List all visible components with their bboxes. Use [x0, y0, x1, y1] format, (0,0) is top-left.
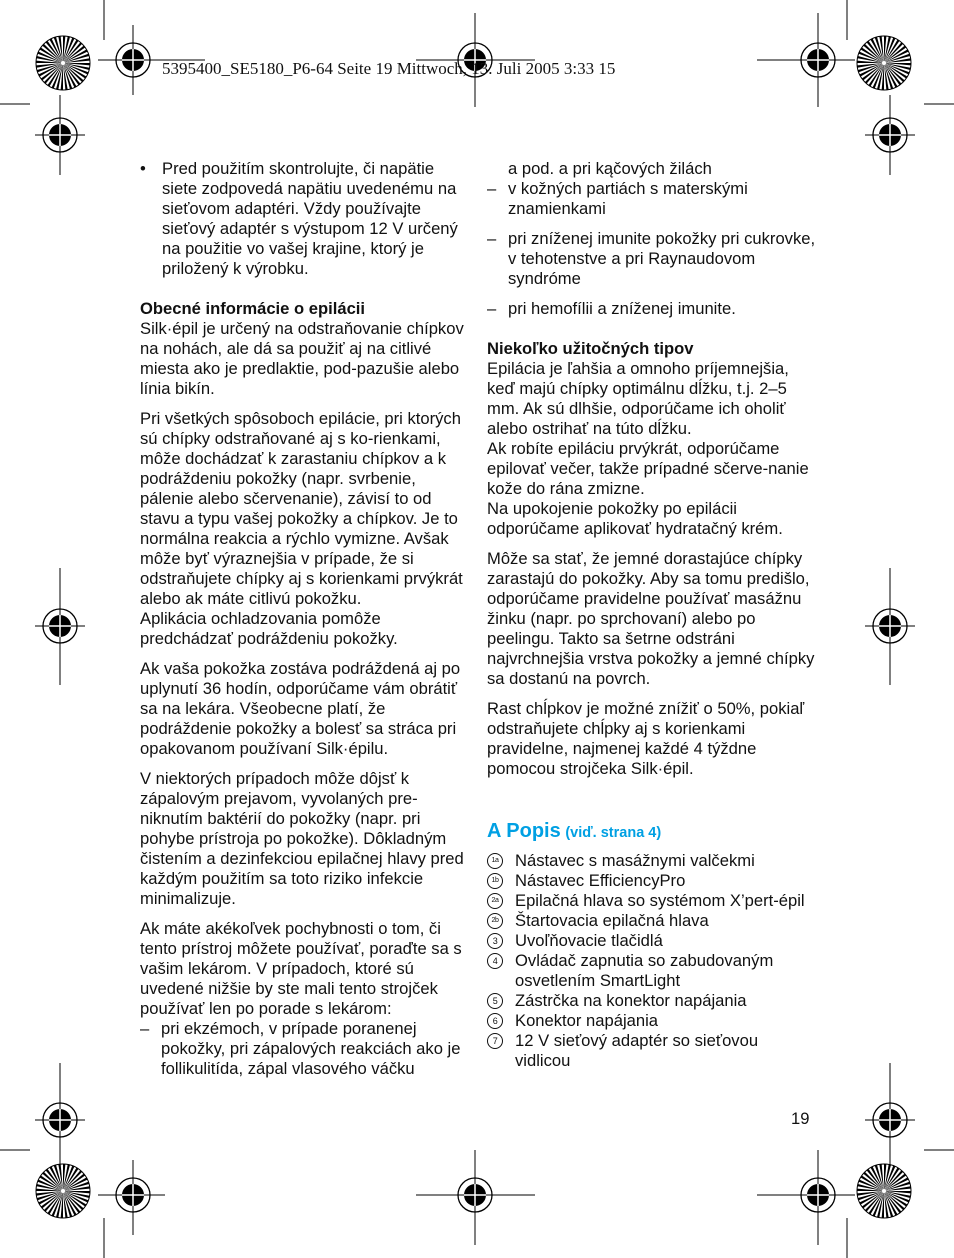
- dash-marker: –: [487, 229, 497, 248]
- part-number-badge: 7: [487, 1033, 503, 1049]
- part-item: [487, 991, 817, 1011]
- dash-marker: –: [487, 299, 497, 318]
- general-info-block: [140, 299, 465, 399]
- dash-item: [487, 229, 817, 289]
- dash-item-text: pri ekzémoch, v prípade poranenej pokožky, pri zápalových reakciách ako je follikulitída, zápal vlasového váčku: [161, 1019, 461, 1078]
- general-info-heading: Obecné informácie o epilácii: [140, 299, 366, 318]
- part-number-badge: 6: [487, 1013, 503, 1029]
- starburst-icon: [857, 1164, 911, 1218]
- dash-item-text: v kožných partiách s materskými znamienkami: [508, 179, 748, 218]
- part-label: Štartovacia epilačná hlava: [515, 911, 709, 930]
- part-label: Konektor napájania: [515, 1011, 658, 1030]
- part-label: Nástavec EfficiencyPro: [515, 871, 686, 890]
- part-number-badge: 5: [487, 993, 503, 1009]
- left-column: [140, 159, 465, 1089]
- dash-item: [140, 1019, 465, 1079]
- ingrowing-block: [140, 409, 465, 649]
- part-label: Uvoľňovacie tlačidlá: [515, 931, 663, 950]
- right-column: [487, 159, 817, 1071]
- part-item: [487, 911, 817, 931]
- ingrowing-paragraph: Pri všetkých spôsoboch epilácie, pri ktorých sú chípky odstraňované aj s ko-rienkami, môže dochádzať k zarastaniu chípkov a k podráždeniu pokožky (napr. svrbenie, pálenie alebo sčervenanie), závisí to od stavu a typu vašej pokožky a chípkov. Je to normálna reakcia a rýchlo vymizne. Avšak môže byť výraznejšia v prípade, že si odstraňujete chípky aj s korienkami prvýkrát alebo ak máte citlivú pokožku.: [140, 409, 463, 608]
- section-title-main: A Popis: [487, 820, 561, 842]
- ingrown-hairs-paragraph: Môže sa stať, že jemné dorastajúce chípky zarastajú do pokožky. Aby sa tomu predišlo, odporúčame pravidelne používať masážnu žinku (napr. po sprchovaní) alebo po peelingu. Takto sa šetrne odstráni najvrchnejšia vrstva pokožky a jemné chípky sa dostanú na povrch.: [487, 549, 815, 688]
- part-item: [487, 891, 817, 911]
- bullet-marker: •: [140, 159, 146, 178]
- tips-heading: Niekoľko užitočných tipov: [487, 339, 694, 358]
- starburst-icon: [36, 1164, 90, 1218]
- cooling-paragraph: Aplikácia ochladzovania pomôže predchádzať podráždeniu pokožky.: [140, 609, 398, 648]
- doubts-paragraph: Ak máte akékoľvek pochybnosti o tom, či tento prístroj môžete používať, poraďte sa s vašim lekárom. V prípadoch, ktoré sú uvedené nižšie by ste mali tento strojček používať len po porade s lekárom:: [140, 919, 462, 1018]
- regrowth-paragraph: Rast chĺpkov je možné znížiť o 50%, pokiaľ odstraňujete chĺpky aj s korienkami pravidelne, najmenej každé 4 týždne pomocou strojčeka Silk·épil.: [487, 699, 805, 778]
- part-label: Zástrčka na konektor napájania: [515, 991, 747, 1010]
- part-label: 12 V sieťový adaptér so sieťovou vidlicou: [515, 1031, 759, 1070]
- part-item: [487, 1031, 817, 1071]
- dash-item: [487, 179, 817, 219]
- dash-item-text: pri zníženej imunite pokožky pri cukrovke, v tehotenstve a pri Raynaudovom syndróme: [508, 229, 816, 288]
- tips-length-text: Epilácia je ľahšia a omnoho príjemnejšia, keď majú chípky optimálnu dĺžku, t.j. 2–5 mm. Ak sú dlhšie, odporúčame ich oholiť alebo ostrihať na túto dĺžku.: [487, 359, 789, 438]
- part-number-badge: 2b: [487, 913, 503, 929]
- part-number-badge: 1b: [487, 873, 503, 889]
- part-number-badge: 4: [487, 953, 503, 969]
- starburst-icon: [857, 36, 911, 90]
- part-item: [487, 931, 817, 951]
- part-item: [487, 1011, 817, 1031]
- section-title-reference: (viď. strana 4): [565, 825, 662, 841]
- part-label: Nástavec s masážnymi valčekmi: [515, 851, 755, 870]
- part-item: [487, 851, 817, 871]
- inflammation-paragraph: V niektorých prípadoch môže dôjsť k zápalovým prejavom, vyvolaných pre-niknutím baktérií do pokožky (napr. pri pohybe prístroja po pokožke). Dôkladným čistením a dezinfekciou epilačnej hlavy pred každým použitím sa toto riziko infekcie minimalizuje.: [140, 769, 464, 908]
- section-title: [487, 819, 817, 845]
- tips-cream-text: Na upokojenie pokožky po epilácii odporúčame aplikovať hydratačný krém.: [487, 499, 783, 538]
- general-info-paragraph: Silk·épil je určený na odstraňovanie chípkov na nohách, ale dá sa použiť aj na citlivé miesta ako je predlaktie, pod-pazušie alebo línia bikín.: [140, 319, 464, 398]
- part-number-badge: 2a: [487, 893, 503, 909]
- part-label: Ovládač zapnutia so zabudovaným osvetlením SmartLight: [515, 951, 774, 990]
- tips-evening-text: Ak robíte epiláciu prvýkrát, odporúčame epilovať večer, takže prípadné sčerve-nanie kože do rána zmizne.: [487, 439, 809, 498]
- print-slug-line: 5395400_SE5180_P6-64 Seite 19 Mittwoch, 13. Juli 2005 3:33 15: [162, 59, 616, 78]
- part-description-list: [487, 851, 817, 1071]
- starburst-icon: [36, 36, 90, 90]
- dash-marker: –: [140, 1019, 150, 1038]
- voltage-bullet: [140, 159, 465, 279]
- voltage-bullet-text: Pred použitím skontrolujte, či napätie siete zodpovedá napätiu uvedenému na sieťovom adaptéri. Vždy používajte sieťový adaptér s výstupom 12 V určený na použitie vo vašej krajine, ktorý je priložený k výrobku.: [162, 159, 458, 278]
- part-number-badge: 3: [487, 933, 503, 949]
- dash-marker: –: [487, 179, 497, 198]
- part-number-badge: 1a: [487, 853, 503, 869]
- part-label: Epilačná hlava so systémom X’pert-épil: [515, 891, 805, 910]
- part-item: [487, 951, 817, 991]
- dash-item-text: pri hemofílii a zníženej imunite.: [508, 299, 736, 318]
- doctor-paragraph: Ak vaša pokožka zostáva podráždená aj po uplynutí 36 hodín, odporúčame vám obrátiť sa na lekára. Všeobecne platí, že podráždenie pokožky a bolesť sa stráca pri opakovanom používaní Silk·épilu.: [140, 659, 461, 758]
- tips-block: [487, 339, 817, 539]
- dash-continuation: a pod. a pri kąčových žilách: [508, 159, 712, 178]
- part-item: [487, 871, 817, 891]
- page-number: 19: [791, 1109, 810, 1128]
- dash-item: [487, 299, 817, 319]
